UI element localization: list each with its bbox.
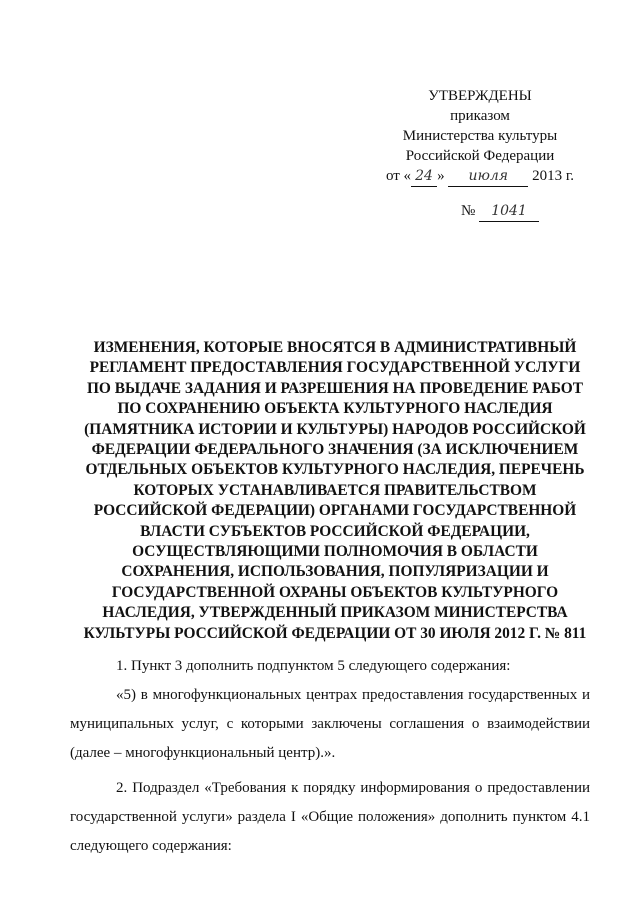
date-month-handwritten: июля [468,168,509,184]
paragraph-2: «5) в многофункциональных центрах предоставления государственных и муниципальных услуг, с которыми заключены соглашения о взаимодействии (далее – многофункциональный центр).». [70,687,590,761]
approval-heading: УТВЕРЖДЕНЫ [428,88,532,104]
number-label: № [460,203,476,219]
document-title: ИЗМЕНЕНИЯ, КОТОРЫЕ ВНОСЯТСЯ В АДМИНИСТРАТИВНЫЙ РЕГЛАМЕНТ ПРЕДОСТАВЛЕНИЯ ГОСУДАРСТВЕННОЙ УСЛУГИ ПО ВЫДАЧЕ ЗАДАНИЯ И РАЗРЕШЕНИЯ НА ПРОВЕДЕНИЕ РАБОТ ПО СОХРАНЕНИЮ ОБЪЕКТА КУЛЬТУРНОГО НАСЛЕДИЯ (ПАМЯТНИКА ИСТОРИИ И КУЛЬТУРЫ) НАРОДОВ РОССИЙСКОЙ ФЕДЕРАЦИИ ФЕДЕРАЛЬНОГО ЗНАЧЕНИЯ (ЗА ИСКЛЮЧЕНИЕМ ОТДЕЛЬНЫХ ОБЪЕКТОВ КУЛЬТУРНОГО НАСЛЕДИЯ, ПЕРЕЧЕНЬ КОТОРЫХ УСТАНАВЛИВАЕТСЯ ПРАВИТЕЛЬСТВОМ РОССИЙСКОЙ ФЕДЕРАЦИИ) ОРГАНАМИ ГОСУДАРСТВЕННОЙ ВЛАСТИ СУБЪЕКТОВ РОССИЙСКОЙ ФЕДЕРАЦИИ, ОСУЩЕСТВЛЯЮЩИМИ ПОЛНОМОЧИЯ В ОБЛАСТИ СОХРАНЕНИЯ, ИСПОЛЬЗОВАНИЯ, ПОПУЛЯРИЗАЦИИ И ГОСУДАРСТВЕННОЙ ОХРАНЫ ОБЪЕКТОВ КУЛЬТУРНОГО НАСЛЕДИЯ, УТВЕРЖДЕННЫЙ ПРИКАЗОМ МИНИСТЕРСТВА КУЛЬТУРЫ РОССИЙСКОЙ ФЕДЕРАЦИИ ОТ 30 ИЮЛЯ 2012 Г. № 811 [83,339,587,642]
date-prefix: от « [385,168,412,184]
paragraph-1: 1. Пункт 3 дополнить подпунктом 5 следующего содержания: [116,658,511,674]
paragraph-3: 2. Подраздел «Требования к порядку информирования о предоставлении государственной услуги» раздела I «Общие положения» дополнить пунктом 4.1 следующего содержания: [70,780,590,854]
date-day-field [411,166,437,187]
document-body [70,652,590,861]
date-mid: » [437,168,445,184]
approval-line-ministry: Министерства культуры [402,128,558,144]
approval-date [360,166,600,187]
date-year: 2013 г. [532,168,575,184]
approval-number [400,201,600,222]
date-day-handwritten: 24 [415,168,433,184]
approval-line-country: Российской Федерации [405,148,555,164]
date-month-field [448,166,528,187]
approval-line-order: приказом [450,108,510,124]
number-handwritten: 1041 [491,203,527,219]
approval-stamp [360,86,600,222]
number-field [479,201,539,222]
